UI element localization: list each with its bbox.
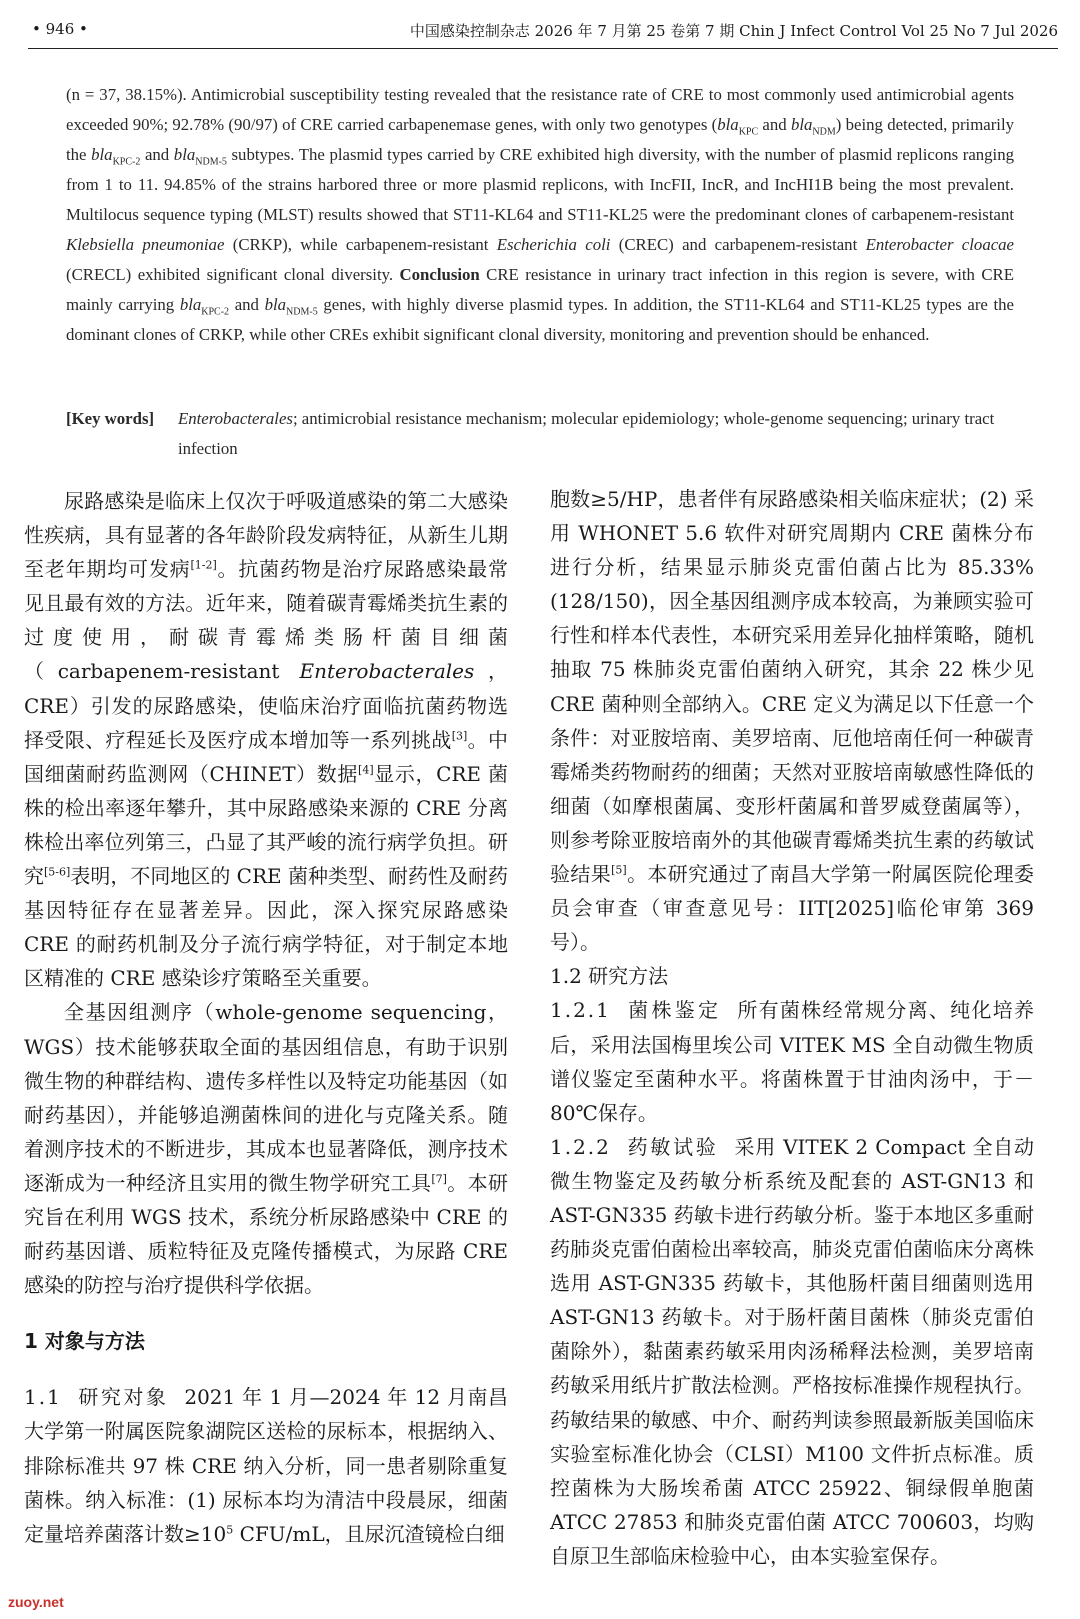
citation: [7] xyxy=(431,1172,447,1186)
page-number: • 946 • xyxy=(32,20,88,38)
citation: [4] xyxy=(358,763,374,777)
s121-num: 1.2.1 xyxy=(550,998,611,1023)
citation: [5-6] xyxy=(44,865,71,879)
keywords-text: Enterobacterales; antimicrobial resistance mechanism; molecular epidemiology; whole-genome sequencing; urinary tract infection xyxy=(178,409,995,458)
left-column xyxy=(24,484,508,1551)
section-heading: 1 对象与方法 xyxy=(24,1329,145,1354)
abstract-paragraph: (n = 37, 38.15%). Antimicrobial susceptibility testing revealed that the resistance rate of CRE to most commonly used antimicrobial agents exceeded 90%; 92.78% (90/97) of CRE carried carbapenemase genes, with only two genotypes (bla$_{KPC}$ and bla$_{NDM}$) being detected, primarily the bla$_{KPC-2}$ and bla$_{NDM-5}$ subtypes. The plasmid types carried by CRE exhibited high diversity, with the number of plasmid replicons ranging from 1 to 11. 94.85% of the strains harbored three or more plasmid replicons, with IncFII, IncR, and IncHI1B being the most prevalent. Multilocus sequence typing (MLST) results showed that ST11-KL64 and ST11-KL25 were the predominant clones of carbapenem-resistant Klebsiella pneumoniae (CRKP), while carbapenem-resistant Escherichia coli (CREC) and carbapenem-resistant Enterobacter cloacae (CRECL) exhibited significant clonal diversity. Conclusion CRE resistance in urinary tract infection in this region is severe, with CRE mainly carrying bla$_{KPC-2}$ and bla$_{NDM-5}$ genes, with highly diverse plasmid types. In addition, the ST11-KL64 and ST11-KL25 types are the dominant clones of CRKP, while other CREs exhibit significant clonal diversity, monitoring and prevention should be enhanced. xyxy=(66,85,1015,344)
s122-title: 药敏试验 xyxy=(626,1134,719,1159)
body-paragraph: 全基因组测序（whole-genome sequencing，WGS）技术能够获取全面的基因组信息，有助于识别微生物的种群结构、遗传多样性以及特定功能基因（如耐药基因），并能够追溯菌株间的进化与克隆关系。随着测序技术的不断进步，其成本也显著降低，测序技术逐渐成为一种经济且实用的微生物学研究工具[7]。本研究旨在利用 WGS 技术，系统分析尿路感染中 CRE 的耐药基因谱、质粒特征及克隆传播模式，为尿路 CRE 感染的防控与治疗提供科学依据。 xyxy=(24,1000,509,1298)
subsection-heading: 1.2 研究方法 xyxy=(550,964,669,989)
citation: [1-2] xyxy=(190,558,217,572)
subsection-1-2-1 xyxy=(550,993,1034,1129)
keywords-label: [Key words] xyxy=(66,409,155,428)
continued-text: 。本研究通过了南昌大学第一附属医院伦理委员会审查（审查意见号：IIT[2025]临伦审第 369 号）。 xyxy=(550,862,1035,955)
journal-citation: 中国感染控制杂志 2026 年 7 月第 25 卷第 7 期 Chin J Infect Control Vol 25 No 7 Jul 2026 xyxy=(409,22,1058,40)
subsection-1-2-2 xyxy=(550,1130,1034,1573)
s121-text: 所有菌株经常规分离、纯化培养后，采用法国梅里埃公司 VITEK MS 全自动微生物质谱仪鉴定至菌种水平。将菌株置于甘油肉汤中，于－80℃保存。 xyxy=(550,998,1035,1125)
body-paragraph: 尿路感染是临床上仅次于呼吸道感染的第二大感染性疾病，具有显著的各年龄阶段发病特征，从新生儿期至老年期均可发病[1-2]。抗菌药物是治疗尿路感染最常见且最有效的方法。近年来，随着碳青霉烯类抗生素的过度使用，耐碳青霉烯类肠杆菌目细菌（carbapenem-resistant Enterobacterales，CRE）引发的尿路感染，使临床治疗面临抗菌药物选择受限、疗程延长及医疗成本增加等一系列挑战[3]。中国细菌耐药监测网（CHINET）数据[4]显示，CRE 菌株的检出率逐年攀升，其中尿路感染来源的 CRE 分离株检出率位列第三，凸显了其严峻的流行病学负担。研究[5-6]表明，不同地区的 CRE 菌种类型、耐药性及耐药基因特征存在显著差异。因此，深入探究尿路感染 CRE 的耐药机制及分子流行病学特征，对于制定本地区精准的 CRE 感染诊疗策略至关重要。 xyxy=(24,489,509,991)
conclusion-label: Conclusion xyxy=(399,265,480,284)
continued-text: 胞数≥5/HP，患者伴有尿路感染相关临床症状；(2) 采用 WHONET 5.6 软件对研究周期内 CRE 菌株分布进行分析，结果显示肺炎克雷伯菌占比为 85.33%(128/150)，因全基因组测序成本较高，为兼顾实验可行性和样本代表性，本研究采用差异化抽样策略，随机抽取 75 株肺炎克雷伯菌纳入研究，其余 22 株少见 CRE 菌种则全部纳入。CRE 定义为满足以下任意一个条件：对亚胺培南、美罗培南、厄他培南任何一种碳青霉烯类药物耐药的细菌；天然对亚胺培南敏感性降低的细菌（如摩根菌属、变形杆菌属和普罗威登菌属等），则参考除亚胺培南外的其他碳青霉烯类抗生素的药敏试验结果 xyxy=(550,487,1034,887)
citation: [3] xyxy=(451,729,468,742)
subsection-1-1: 1.1 研究对象 2021 年 1 月—2024 年 12 月南昌大学第一附属医院象湖院区送检的尿标本，根据纳入、排除标准共 97 株 CRE 纳入分析，同一患者剔除重复菌株。纳入标准：(1) 尿标本均为清洁中段晨尿，细菌定量培养菌落计数$\ge 10^5$ CFU/mL，且尿沉渣镜检白细 xyxy=(24,1385,509,1546)
right-column xyxy=(550,484,1034,1573)
citation: [5] xyxy=(611,863,627,877)
abstract-block xyxy=(66,80,1014,350)
continued-paragraph xyxy=(550,482,1034,959)
watermark: zuoy.net xyxy=(8,1594,64,1610)
s121-title: 菌株鉴定 xyxy=(626,998,722,1023)
s122-text: 采用 VITEK 2 Compact 全自动微生物鉴定及药敏分析系统及配套的 AST-GN13 和 AST-GN335 药敏卡进行药敏分析。鉴于本地区多重耐药肺炎克雷伯菌检出率较高，肺炎克雷伯菌临床分离株选用 AST-GN335 药敏卡，其他肠杆菌目细菌则选用 AST-GN13 药敏卡。对于肠杆菌目菌株（肺炎克雷伯菌除外），黏菌素药敏采用肉汤稀释法检测，美罗培南药敏采用纸片扩散法检测。严格按标准操作规程执行。药敏结果的敏感、中介、耐药判读参照最新版美国临床实验室标准化协会（CLSI）M100 文件折点标准。质控菌株为大肠埃希菌 ATCC 25922、铜绿假单胞菌 ATCC 27853 和肺炎克雷伯菌 ATCC 700603，均购自原卫生部临床检验中心，由本实验室保存。 xyxy=(550,1134,1035,1568)
subsection-number: 1.1 xyxy=(24,1385,62,1410)
s122-num: 1.2.2 xyxy=(550,1134,611,1159)
running-header xyxy=(28,18,1058,49)
subsection-title: 研究对象 xyxy=(77,1385,169,1410)
